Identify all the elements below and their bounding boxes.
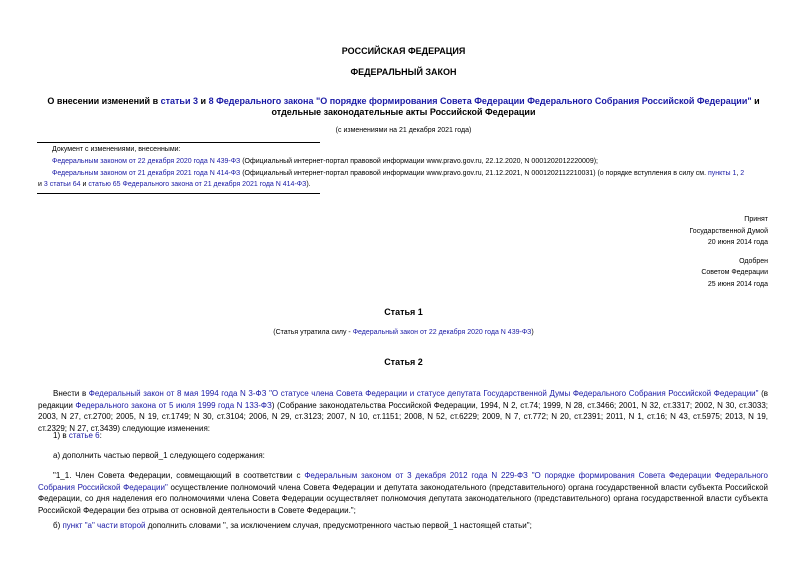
federation-heading: РОССИЙСКАЯ ФЕДЕРАЦИЯ: [341, 46, 466, 56]
item-b: б) пункт "а" части второй дополнить словами ", за исключением случая, предусмотренного частью первой_1 настоящей статьи";: [53, 521, 532, 530]
article-2-paragraph-1: Внести в Федеральный закон от 8 мая 1994 года N 3-ФЗ "О статусе члена Совета Федерации и статусе депутата Государственной Думы Федерального Собрания Российской Федерации" (в редакции Федерального закона от 5 июля 1999 года N 133-ФЗ) (Собрание законодательства Российской Федерации, 1994, N 2, ст.74; 1999, N 28, ст.3466; 2001, N 32, ст.3317; 2002, N 30, ст.3033; 2003, N 27, ст.2700; 2005, N 19, ст.1749; N 30, ст.3104; 2006, N 29, ст.3123; 2007, N 10, ст.1151; 2008, N 52, ст.6229; 2009, N 7, ст.772; N 20, ст.2391; 2011, N 1, ст.16; N 43, ст.5975; 2013, N 19, ст.2329; N 27, ст.3439) следующие изменения:: [38, 389, 769, 434]
quote-paragraph: "1_1. Член Совета Федерации, совмещающий в соответствии с Федеральным законом от 3 декабря 2012 года N 229-ФЗ "О порядке формирования Совета Федерации Федерального Собрания Российской Федерации" осуществление полномочий члена Совета Федерации и депутата законодательного (представительного) органа государственной власти субъекта Российской Федерации, со дня наделения его полномочиями члена Совета Федерации осуществляет полномочия депутата законодательного (представительного) органа государственной власти субъекта Российской Федерации без отрыва от основной деятельности в Совете Федерации.";: [38, 471, 769, 516]
duma-label: Государственной Думой: [689, 228, 768, 235]
item-a: а) дополнить частью первой_1 следующего содержания:: [53, 451, 265, 460]
link-point-a-part-2[interactable]: пункт "а" части второй: [62, 521, 146, 530]
link-law-229-fz[interactable]: Федеральным законом от 3 декабря 2012 года N 229-ФЗ "О порядке формирования Совета Федерации Федерального Собрания Российской Федерации": [38, 471, 769, 492]
council-date: 25 июня 2014 года: [707, 281, 768, 288]
link-article-8-law[interactable]: 8 Федерального закона "О порядке формирования Совета Федерации Федерального Собрания Российской Федерации": [208, 96, 752, 106]
duma-date: 20 июня 2014 года: [707, 239, 768, 246]
changes-item-2: Федеральным законом от 21 декабря 2021 года N 414-ФЗ (Официальный интернет-портал правовой информации www.pravo.gov.ru, 21.12.2021, N 0001202112210031) (о порядке вступления в силу см. пункты 1, 2: [52, 170, 745, 177]
link-article-6[interactable]: статье 6: [68, 431, 100, 440]
link-law-133-fz[interactable]: Федерального закона от 5 июля 1999 года N 133-ФЗ: [75, 400, 272, 410]
law-type-heading: ФЕДЕРАЛЬНЫЙ ЗАКОН: [350, 67, 457, 77]
accepted-label: Принят: [744, 216, 768, 223]
approved-label: Одобрен: [739, 258, 768, 265]
link-article-3[interactable]: статьи 3: [160, 96, 199, 106]
council-label: Советом Федерации: [701, 269, 768, 276]
item-1: 1) в статье 6:: [53, 431, 102, 440]
article-1-heading: Статья 1: [384, 307, 423, 317]
changes-heading: Документ с изменениями, внесенными:: [52, 146, 181, 153]
link-article-64[interactable]: 3 статьи 64: [43, 181, 81, 188]
link-law-414[interactable]: Федеральным законом от 21 декабря 2021 года N 414-ФЗ: [52, 170, 241, 177]
document-title: О внесении изменений в статьи 3 и 8 Федерального закона "О порядке формирования Совета Федерации Федерального Собрания Российской Федерации" и: [47, 96, 760, 106]
link-point-1[interactable]: пункты 1: [708, 170, 737, 177]
changes-item-2-cont: и 3 статьи 64 и статью 65 Федерального закона от 21 декабря 2021 года N 414-ФЗ).: [38, 181, 311, 188]
link-law-3-fz[interactable]: Федеральный закон от 8 мая 1994 года N 3-ФЗ "О статусе члена Совета Федерации и статусе депутата Государственной Думы Федерального Собрания Российской Федерации": [88, 389, 759, 398]
link-law-439[interactable]: Федеральным законом от 22 декабря 2020 года N 439-ФЗ: [52, 158, 241, 165]
article-1-note: (Статья утратила силу - Федеральный закон от 22 декабря 2020 года N 439-ФЗ): [273, 329, 534, 336]
link-point-2[interactable]: 2: [740, 170, 745, 177]
link-article-65[interactable]: статью 65 Федерального закона от 21 декабря 2021 года N 414-ФЗ: [88, 181, 307, 188]
link-law-439-repeal[interactable]: Федеральный закон от 22 декабря 2020 года N 439-ФЗ: [352, 329, 532, 336]
changes-item-1: Федеральным законом от 22 декабря 2020 года N 439-ФЗ (Официальный интернет-портал правовой информации www.pravo.gov.ru, 22.12.2020, N 0001202012220009);: [52, 158, 598, 165]
edition-note: (с изменениями на 21 декабря 2021 года): [335, 127, 472, 134]
document-title-line2: отдельные законодательные акты Российской Федерации: [271, 107, 536, 117]
divider-bottom: [37, 193, 320, 194]
article-2-heading: Статья 2: [384, 357, 423, 367]
